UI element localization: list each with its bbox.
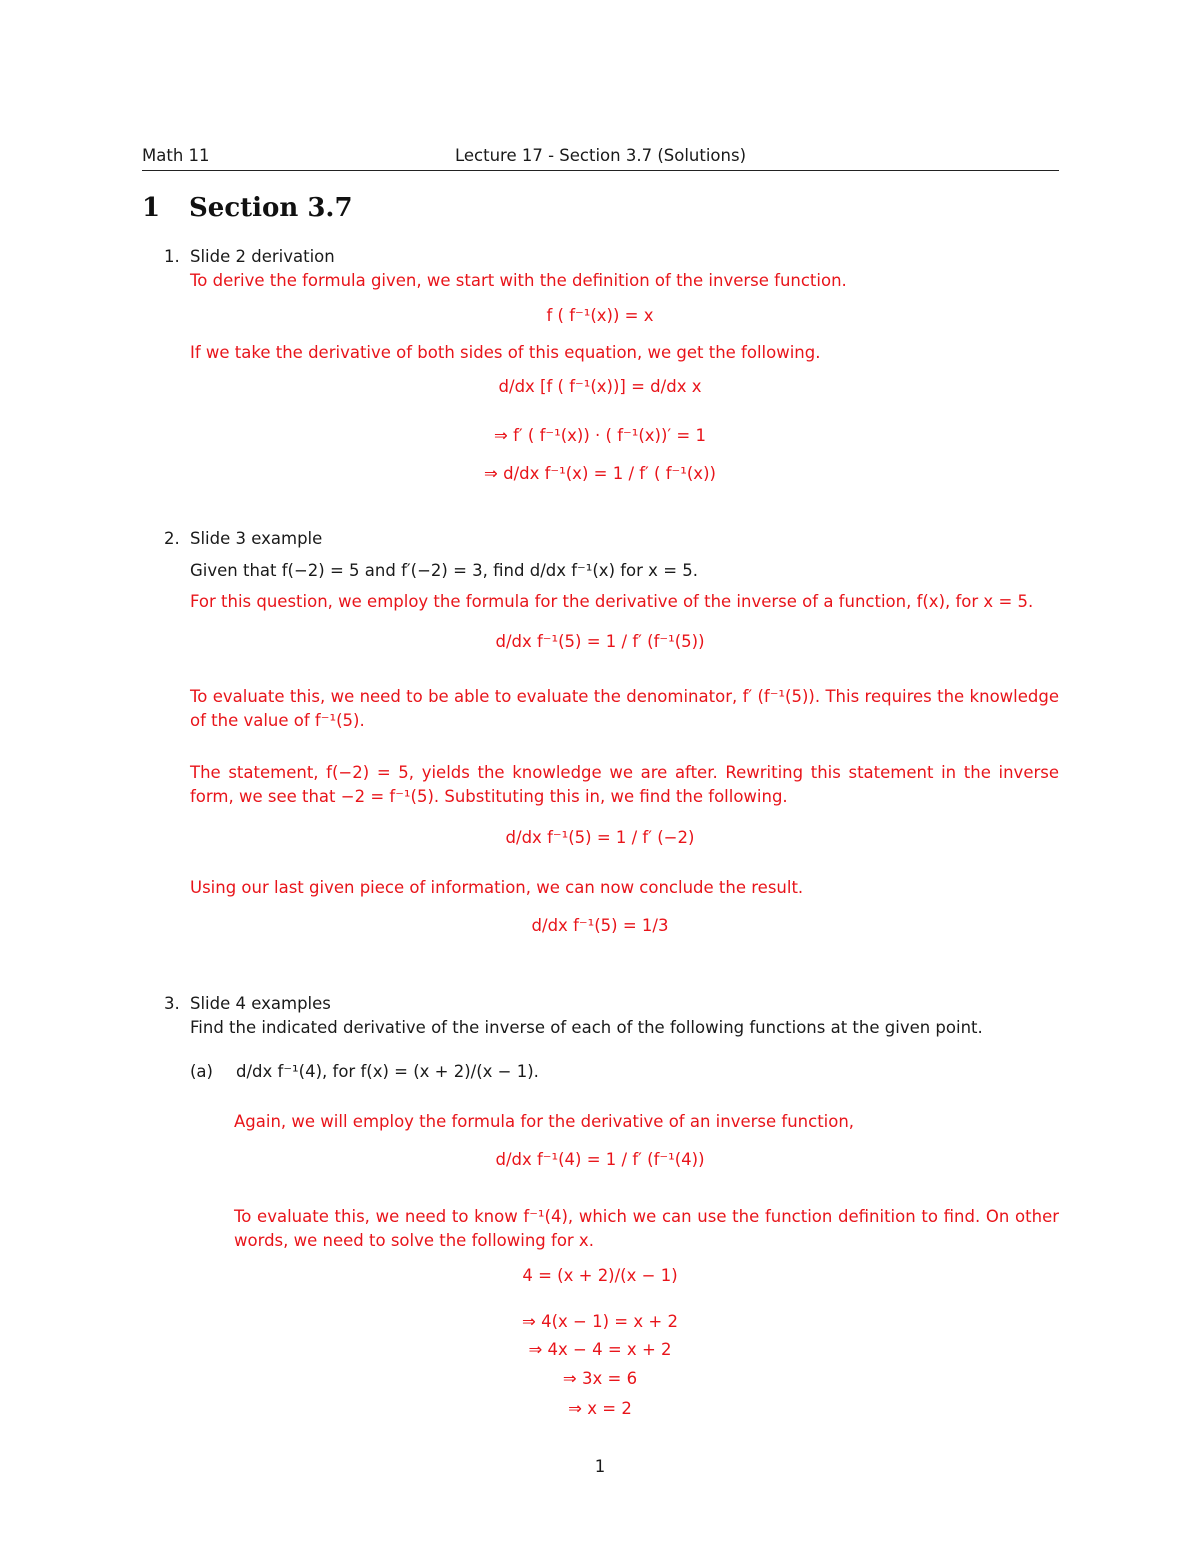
- equation-chain-rule: ⇒ f′ ( f⁻¹(x)) · ( f⁻¹(x))′ = 1: [494, 426, 706, 445]
- section-title: Section 3.7: [189, 193, 353, 223]
- solve-step-1: 4 = (x + 2)/(x − 1): [522, 1266, 678, 1285]
- subitem-a-problem: d/dx f⁻¹(4), for f(x) = (x + 2)/(x − 1).: [236, 1062, 539, 1081]
- item-3-title: Slide 4 examples: [190, 994, 331, 1013]
- solve-step-3: ⇒ 4x − 4 = x + 2: [528, 1340, 672, 1359]
- subitem-a-paragraph-1: Again, we will employ the formula for the derivative of an inverse function,: [234, 1112, 855, 1131]
- item-1-number: 1.: [164, 247, 180, 266]
- item-2-title: Slide 3 example: [190, 529, 323, 548]
- section-number: 1: [142, 193, 161, 223]
- item-3-intro: Find the indicated derivative of the inverse of each of the following functions at the given point.: [190, 1018, 983, 1037]
- item-2-paragraph-3: The statement, f(−2) = 5, yields the knowledge we are after. Rewriting this statement in the inverse form, we see that −2 = f⁻¹(5). Substituting this in, we find the following.: [190, 763, 1059, 806]
- subitem-a-label: (a): [190, 1062, 213, 1081]
- solve-step-5: ⇒ x = 2: [568, 1399, 632, 1418]
- equation-slide3-result: d/dx f⁻¹(5) = 1/3: [531, 916, 669, 935]
- course-name: Math 11: [142, 146, 210, 165]
- item-2-paragraph-1: For this question, we employ the formula for the derivative of the inverse of a function, f(x), for x = 5.: [190, 592, 1034, 611]
- item-2-paragraph-2: To evaluate this, we need to be able to evaluate the denominator, f′ (f⁻¹(5)). This requires the knowledge of the value of f⁻¹(5).: [190, 687, 1059, 730]
- item-1-title: Slide 2 derivation: [190, 247, 335, 266]
- solve-step-4: ⇒ 3x = 6: [562, 1369, 638, 1388]
- item-2-number: 2.: [164, 529, 180, 548]
- item-2-paragraph-4: Using our last given piece of information, we can now conclude the result.: [190, 878, 804, 897]
- section-heading: [142, 193, 353, 223]
- equation-inverse-derivative-formula: ⇒ d/dx f⁻¹(x) = 1 / f′ ( f⁻¹(x)): [484, 464, 716, 483]
- running-header: [142, 146, 1059, 171]
- item-1-text-derivative: If we take the derivative of both sides of this equation, we get the following.: [190, 343, 821, 362]
- item-1-intro: To derive the formula given, we start with the definition of the inverse function.: [190, 271, 847, 290]
- subitem-a-paragraph-2: To evaluate this, we need to know f⁻¹(4), which we can use the function definition to find. On other words, we need to solve the following for x.: [234, 1207, 1059, 1250]
- page-number: 1: [594, 1457, 606, 1476]
- equation-slide4-formula: d/dx f⁻¹(4) = 1 / f′ (f⁻¹(4)): [495, 1150, 705, 1169]
- equation-inverse-definition: f ( f⁻¹(x)) = x: [546, 306, 654, 325]
- solve-step-2: ⇒ 4(x − 1) = x + 2: [522, 1312, 678, 1331]
- equation-slide3-formula: d/dx f⁻¹(5) = 1 / f′ (f⁻¹(5)): [495, 632, 705, 651]
- equation-slide3-substituted: d/dx f⁻¹(5) = 1 / f′ (−2): [505, 828, 695, 847]
- item-2-given: Given that f(−2) = 5 and f′(−2) = 3, find d/dx f⁻¹(x) for x = 5.: [190, 561, 699, 580]
- item-3-number: 3.: [164, 994, 180, 1013]
- lecture-title: Lecture 17 - Section 3.7 (Solutions): [454, 146, 747, 165]
- equation-derivative-both-sides: d/dx [f ( f⁻¹(x))] = d/dx x: [498, 377, 702, 396]
